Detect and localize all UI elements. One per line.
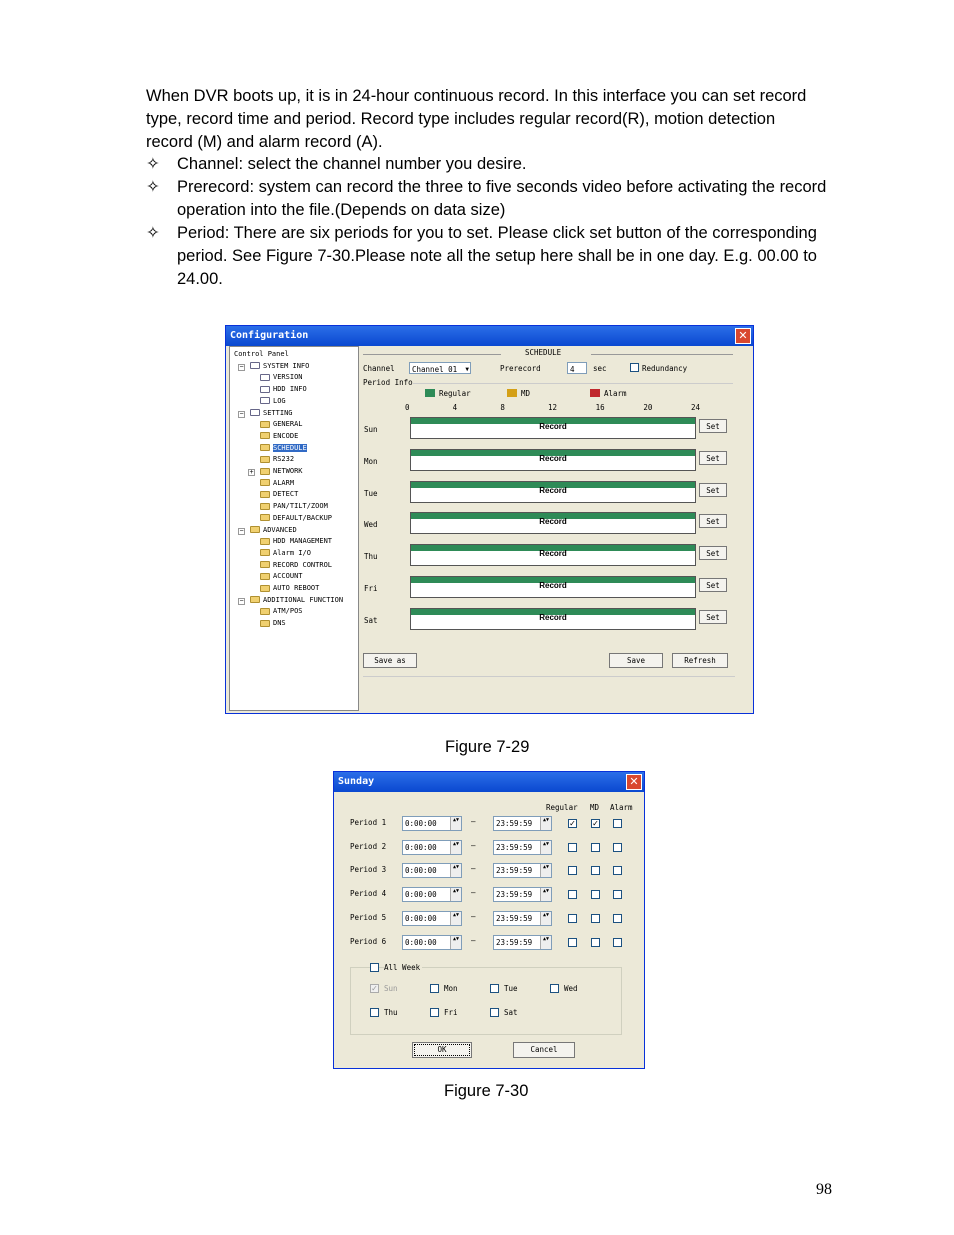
set-button[interactable]: Set xyxy=(699,419,727,433)
weekday-label: Tue xyxy=(504,984,518,993)
spinner-icon[interactable]: ▲▼ xyxy=(450,888,461,901)
day-schedule-bar xyxy=(410,417,696,439)
tree-item[interactable] xyxy=(260,455,294,463)
period-label: Period 1 xyxy=(350,818,387,827)
weekday-checkbox[interactable] xyxy=(430,1008,439,1017)
spinner-icon[interactable]: ▲▼ xyxy=(450,817,461,830)
legend-label: Alarm xyxy=(604,389,627,398)
tree-item-label: HDD MANAGEMENT xyxy=(273,537,333,546)
day-label: Fri xyxy=(364,584,378,593)
hour-tick-label: 0 xyxy=(405,403,410,412)
tree-item-label: DEFAULT/BACKUP xyxy=(273,513,333,522)
alarm-checkbox[interactable] xyxy=(613,914,622,923)
tree-expander-icon[interactable]: − xyxy=(239,363,244,371)
md-checkbox[interactable]: ✓ xyxy=(592,819,599,828)
configuration-window xyxy=(225,325,754,714)
refresh-button[interactable]: Refresh xyxy=(672,653,728,668)
week-group xyxy=(350,967,622,1035)
weekday-label: Fri xyxy=(444,1008,458,1017)
tree-item-label: LOG xyxy=(273,396,286,405)
regular-header: Regular xyxy=(546,803,578,812)
day-label: Wed xyxy=(364,520,378,530)
bullet-text: Prerecord: system can record the three to five seconds video before activating the record operation into the file.(Depends on data size) xyxy=(177,178,827,219)
weekday-label: Sat xyxy=(504,1008,518,1017)
regular-checkbox[interactable] xyxy=(568,914,577,923)
time-value: 23:59:59 xyxy=(496,842,533,852)
weekday-checkbox[interactable] xyxy=(550,984,559,993)
regular-checkbox[interactable] xyxy=(568,843,577,852)
tree-item[interactable] xyxy=(260,467,303,475)
tree-item[interactable] xyxy=(250,596,343,604)
day-label: Tue xyxy=(364,488,378,498)
folder-icon xyxy=(260,514,270,521)
tree-item[interactable] xyxy=(260,444,307,452)
md-header: MD xyxy=(590,803,600,812)
dash-separator: — xyxy=(471,817,476,826)
tree-item[interactable] xyxy=(250,409,293,417)
tree-item-label: HDD INFO xyxy=(273,385,307,394)
tree-item[interactable] xyxy=(260,397,286,405)
alarm-checkbox[interactable] xyxy=(613,866,622,875)
tree-item[interactable] xyxy=(260,584,319,592)
period-end-input[interactable] xyxy=(493,911,552,926)
folder-icon xyxy=(250,596,260,603)
day-label: Sat xyxy=(364,615,378,625)
period-start-input[interactable] xyxy=(402,935,462,950)
tree-item-label: DETECT xyxy=(273,490,299,499)
hour-tick-label: 12 xyxy=(548,403,558,412)
period-end-input[interactable] xyxy=(493,863,552,878)
record-label: Record xyxy=(539,612,567,622)
time-value: 0:00:00 xyxy=(405,842,437,852)
period-start-input[interactable] xyxy=(402,816,462,831)
period-label: Period 5 xyxy=(350,912,387,922)
folder-icon xyxy=(260,503,270,510)
time-value: 0:00:00 xyxy=(405,866,437,876)
spinner-icon[interactable]: ▲▼ xyxy=(450,841,461,854)
record-label: Record xyxy=(539,517,567,527)
tree-item-label: ACCOUNT xyxy=(273,572,303,581)
folder-icon xyxy=(260,468,270,475)
all-week-label: All Week xyxy=(384,963,421,972)
spinner-icon[interactable]: ▲▼ xyxy=(450,936,461,949)
time-value: 0:00:00 xyxy=(405,819,437,828)
regular-checkbox[interactable] xyxy=(568,890,577,899)
weekday-label: Wed xyxy=(564,984,578,993)
dash-separator: — xyxy=(471,935,476,945)
folder-icon xyxy=(260,608,270,615)
set-button[interactable]: Set xyxy=(699,483,727,497)
folder-icon xyxy=(260,421,270,428)
weekday-checkbox[interactable] xyxy=(370,1008,379,1017)
window-title: Configuration xyxy=(226,326,753,346)
tree-item-label: SCHEDULE xyxy=(273,443,307,452)
period-end-input[interactable] xyxy=(493,935,552,950)
time-value: 0:00:00 xyxy=(405,913,437,923)
spinner-icon[interactable]: ▲▼ xyxy=(540,864,551,877)
tree-item[interactable] xyxy=(250,362,309,370)
alarm-header: Alarm xyxy=(610,803,633,812)
folder-icon xyxy=(260,561,270,568)
tree-item[interactable] xyxy=(260,432,298,440)
tree-item-label: GENERAL xyxy=(273,420,303,429)
dash-separator: — xyxy=(471,840,476,850)
md-checkbox[interactable] xyxy=(591,866,600,875)
prerecord-input[interactable]: 4 xyxy=(567,362,587,374)
bullet-icon: ✧ xyxy=(146,178,160,196)
tree-expander-icon[interactable]: − xyxy=(239,527,244,535)
spinner-icon[interactable]: ▲▼ xyxy=(540,841,551,854)
intro-paragraph: When DVR boots up, it is in 24-hour continuous record. In this interface you can set record type, record time and period. Record type includes regular record(R), motion detection record (M) and alarm record (A). xyxy=(146,87,807,151)
day-label: Thu xyxy=(364,552,378,562)
tree-item[interactable] xyxy=(260,479,294,487)
document-icon xyxy=(250,362,260,369)
alarm-checkbox[interactable] xyxy=(613,819,622,828)
md-checkbox[interactable] xyxy=(591,938,600,947)
bullet-icon: ✧ xyxy=(146,224,160,242)
hour-tick-label: 16 xyxy=(595,403,605,412)
day-schedule-bar xyxy=(410,576,696,598)
tree-item[interactable] xyxy=(250,526,297,534)
folder-icon xyxy=(260,456,270,463)
redundancy-checkbox[interactable] xyxy=(630,363,639,372)
folder-icon xyxy=(260,573,270,580)
set-button[interactable]: Set xyxy=(699,578,727,592)
spinner-icon[interactable]: ▲▼ xyxy=(540,817,551,830)
period-start-input[interactable] xyxy=(402,840,462,855)
channel-value: Channel 01 xyxy=(412,365,458,374)
time-value: 0:00:00 xyxy=(405,890,437,900)
day-schedule-bar xyxy=(410,544,696,566)
tree-item-label: DNS xyxy=(273,619,286,628)
folder-icon xyxy=(260,479,270,486)
figure-caption: Figure 7-29 xyxy=(445,738,530,756)
tree-item[interactable] xyxy=(260,373,303,381)
tree-item[interactable] xyxy=(260,549,311,557)
md-checkbox[interactable] xyxy=(591,890,600,899)
tree-expander-icon[interactable]: + xyxy=(249,469,254,476)
tree-item-label: ENCODE xyxy=(273,431,299,440)
alarm-checkbox[interactable] xyxy=(613,890,622,899)
page-number: 98 xyxy=(816,1181,832,1198)
prerecord-label: Prerecord xyxy=(500,364,541,373)
time-value: 23:59:59 xyxy=(496,913,533,923)
period-start-input[interactable] xyxy=(402,911,462,926)
tree-item-label: ALARM xyxy=(273,478,295,487)
md-checkbox[interactable] xyxy=(591,914,600,923)
tree-item-label: Alarm I/O xyxy=(273,548,311,557)
regular-checkbox[interactable] xyxy=(568,866,577,875)
time-value: 23:59:59 xyxy=(496,866,533,876)
set-button[interactable]: Set xyxy=(699,451,727,465)
folder-icon xyxy=(260,538,270,545)
tree-item-label: PAN/TILT/ZOOM xyxy=(273,502,328,511)
tree-item-label: SYSTEM INFO xyxy=(263,361,310,370)
sunday-dialog xyxy=(333,771,645,1069)
folder-icon xyxy=(260,585,270,592)
time-value: 23:59:59 xyxy=(496,890,533,900)
bullet-text: Channel: select the channel number you desire. xyxy=(177,155,527,173)
schedule-panel xyxy=(361,346,751,711)
period-start-input[interactable] xyxy=(402,863,462,878)
folder-icon xyxy=(260,549,270,556)
period-end-input[interactable] xyxy=(493,840,552,855)
tree-item-label: ADVANCED xyxy=(263,525,297,534)
tree-item-label: RS232 xyxy=(273,455,295,464)
period-label: Period 3 xyxy=(350,865,387,875)
alarm-checkbox[interactable] xyxy=(613,843,622,852)
record-label: Record xyxy=(539,581,567,590)
day-schedule-bar xyxy=(410,608,696,630)
tree-expander-icon[interactable]: − xyxy=(239,597,244,605)
tree-item-label: RECORD CONTROL xyxy=(273,560,333,569)
weekday-label: Mon xyxy=(444,984,458,993)
hour-tick-label: 4 xyxy=(452,403,458,412)
day-schedule-bar xyxy=(410,481,696,503)
folder-icon xyxy=(250,526,260,533)
day-schedule-bar xyxy=(410,449,696,471)
tree-item-label: AUTO REBOOT xyxy=(273,584,320,592)
schedule-heading: SCHEDULE xyxy=(525,348,562,357)
all-week-checkbox[interactable] xyxy=(370,963,379,972)
set-button[interactable]: Set xyxy=(699,546,727,560)
alarm-checkbox[interactable] xyxy=(613,938,622,947)
period-info-label: Period Info xyxy=(363,378,413,387)
weekday-checkbox[interactable] xyxy=(490,1008,499,1017)
record-label: Record xyxy=(539,485,567,495)
tree-item[interactable] xyxy=(260,502,328,510)
tree-item[interactable] xyxy=(260,537,332,545)
spinner-icon[interactable]: ▲▼ xyxy=(540,936,551,949)
day-schedule-bar xyxy=(410,512,696,534)
dash-separator: — xyxy=(471,888,476,898)
tree-item[interactable] xyxy=(260,619,286,627)
hour-tick-label: 24 xyxy=(691,403,701,412)
document-icon xyxy=(260,374,270,381)
period-start-input[interactable] xyxy=(402,887,462,902)
tree-item-label: VERSION xyxy=(273,373,303,382)
weekday-label: Thu xyxy=(384,1008,398,1017)
set-button[interactable]: Set xyxy=(699,514,727,528)
legend-label: MD xyxy=(521,389,531,398)
tree-item[interactable] xyxy=(260,607,303,615)
spinner-icon[interactable]: ▲▼ xyxy=(540,888,551,901)
weekday-label: Sun xyxy=(384,984,398,993)
bullet-icon: ✧ xyxy=(146,155,160,173)
weekday-checkbox[interactable] xyxy=(430,984,439,993)
config-tree xyxy=(229,346,359,711)
tree-item-label: Control Panel xyxy=(234,350,289,358)
day-label: Sun xyxy=(364,425,378,434)
close-icon[interactable]: ✕ xyxy=(735,328,751,344)
set-button[interactable]: Set xyxy=(699,610,727,624)
folder-icon xyxy=(260,444,270,451)
dash-separator: — xyxy=(471,864,476,874)
md-checkbox[interactable] xyxy=(591,843,600,852)
time-value: 0:00:00 xyxy=(405,937,437,947)
tree-item[interactable] xyxy=(260,561,332,569)
figure-caption: Figure 7-30 xyxy=(444,1082,529,1100)
spinner-icon[interactable]: ▲▼ xyxy=(450,864,461,877)
tree-item[interactable] xyxy=(260,490,298,498)
record-label: Record xyxy=(539,422,567,431)
bullet-text: Period: There are six periods for you to set. Please click set button of the corresponding period. See Figure 7-30.Please note all the setup here shall be in one day. E.g. 00.00 to 24.00. xyxy=(177,224,817,288)
regular-checkbox[interactable]: ✓ xyxy=(569,819,576,828)
hour-tick-label: 20 xyxy=(643,403,653,412)
redundancy-label: Redundancy xyxy=(642,364,688,373)
sec-label: sec xyxy=(593,364,607,373)
tree-item-label: SETTING xyxy=(263,408,293,417)
document-icon xyxy=(260,386,270,393)
tree-item-label: NETWORK xyxy=(273,467,303,475)
regular-checkbox[interactable] xyxy=(568,938,577,947)
dialog-title: Sunday xyxy=(334,772,644,792)
legend-label: Regular xyxy=(439,389,471,398)
tree-item[interactable] xyxy=(260,572,303,580)
document-icon xyxy=(250,409,260,416)
period-end-input[interactable] xyxy=(493,816,552,831)
chevron-down-icon: ▼ xyxy=(465,366,469,373)
hour-tick-label: 8 xyxy=(500,403,505,412)
period-end-input[interactable] xyxy=(493,887,552,902)
document-icon xyxy=(260,397,270,404)
record-label: Record xyxy=(539,453,567,463)
tree-item[interactable] xyxy=(260,514,332,522)
period-label: Period 2 xyxy=(350,841,387,851)
record-label: Record xyxy=(539,549,567,559)
save-button[interactable]: Save xyxy=(609,653,663,668)
tree-item[interactable] xyxy=(260,420,303,428)
legend-swatch xyxy=(507,389,517,397)
tree-expander-icon[interactable]: − xyxy=(239,410,244,418)
weekday-checkbox[interactable]: ✓ xyxy=(371,984,378,993)
channel-select[interactable] xyxy=(409,362,471,374)
legend-swatch xyxy=(425,389,435,397)
period-label: Period 6 xyxy=(350,936,387,946)
folder-icon xyxy=(260,620,270,627)
tree-item[interactable] xyxy=(260,385,307,393)
close-icon[interactable]: ✕ xyxy=(626,774,642,790)
legend-swatch xyxy=(590,389,600,397)
cancel-button[interactable]: Cancel xyxy=(513,1042,575,1058)
dash-separator: — xyxy=(471,911,476,921)
spinner-icon[interactable]: ▲▼ xyxy=(450,912,461,925)
channel-label: Channel xyxy=(363,364,395,373)
weekday-checkbox[interactable] xyxy=(490,984,499,993)
time-value: 23:59:59 xyxy=(496,819,533,828)
ok-button[interactable]: OK xyxy=(412,1042,472,1058)
spinner-icon[interactable]: ▲▼ xyxy=(540,912,551,925)
period-label: Period 4 xyxy=(350,889,387,899)
tree-item[interactable] xyxy=(234,350,289,358)
tree-item-label: ATM/POS xyxy=(273,607,303,616)
folder-icon xyxy=(260,491,270,498)
save-as-button[interactable]: Save as xyxy=(363,653,417,668)
day-label: Mon xyxy=(364,456,378,466)
folder-icon xyxy=(260,432,270,439)
tree-item-label: ADDITIONAL FUNCTION xyxy=(263,595,344,604)
time-value: 23:59:59 xyxy=(496,937,533,947)
